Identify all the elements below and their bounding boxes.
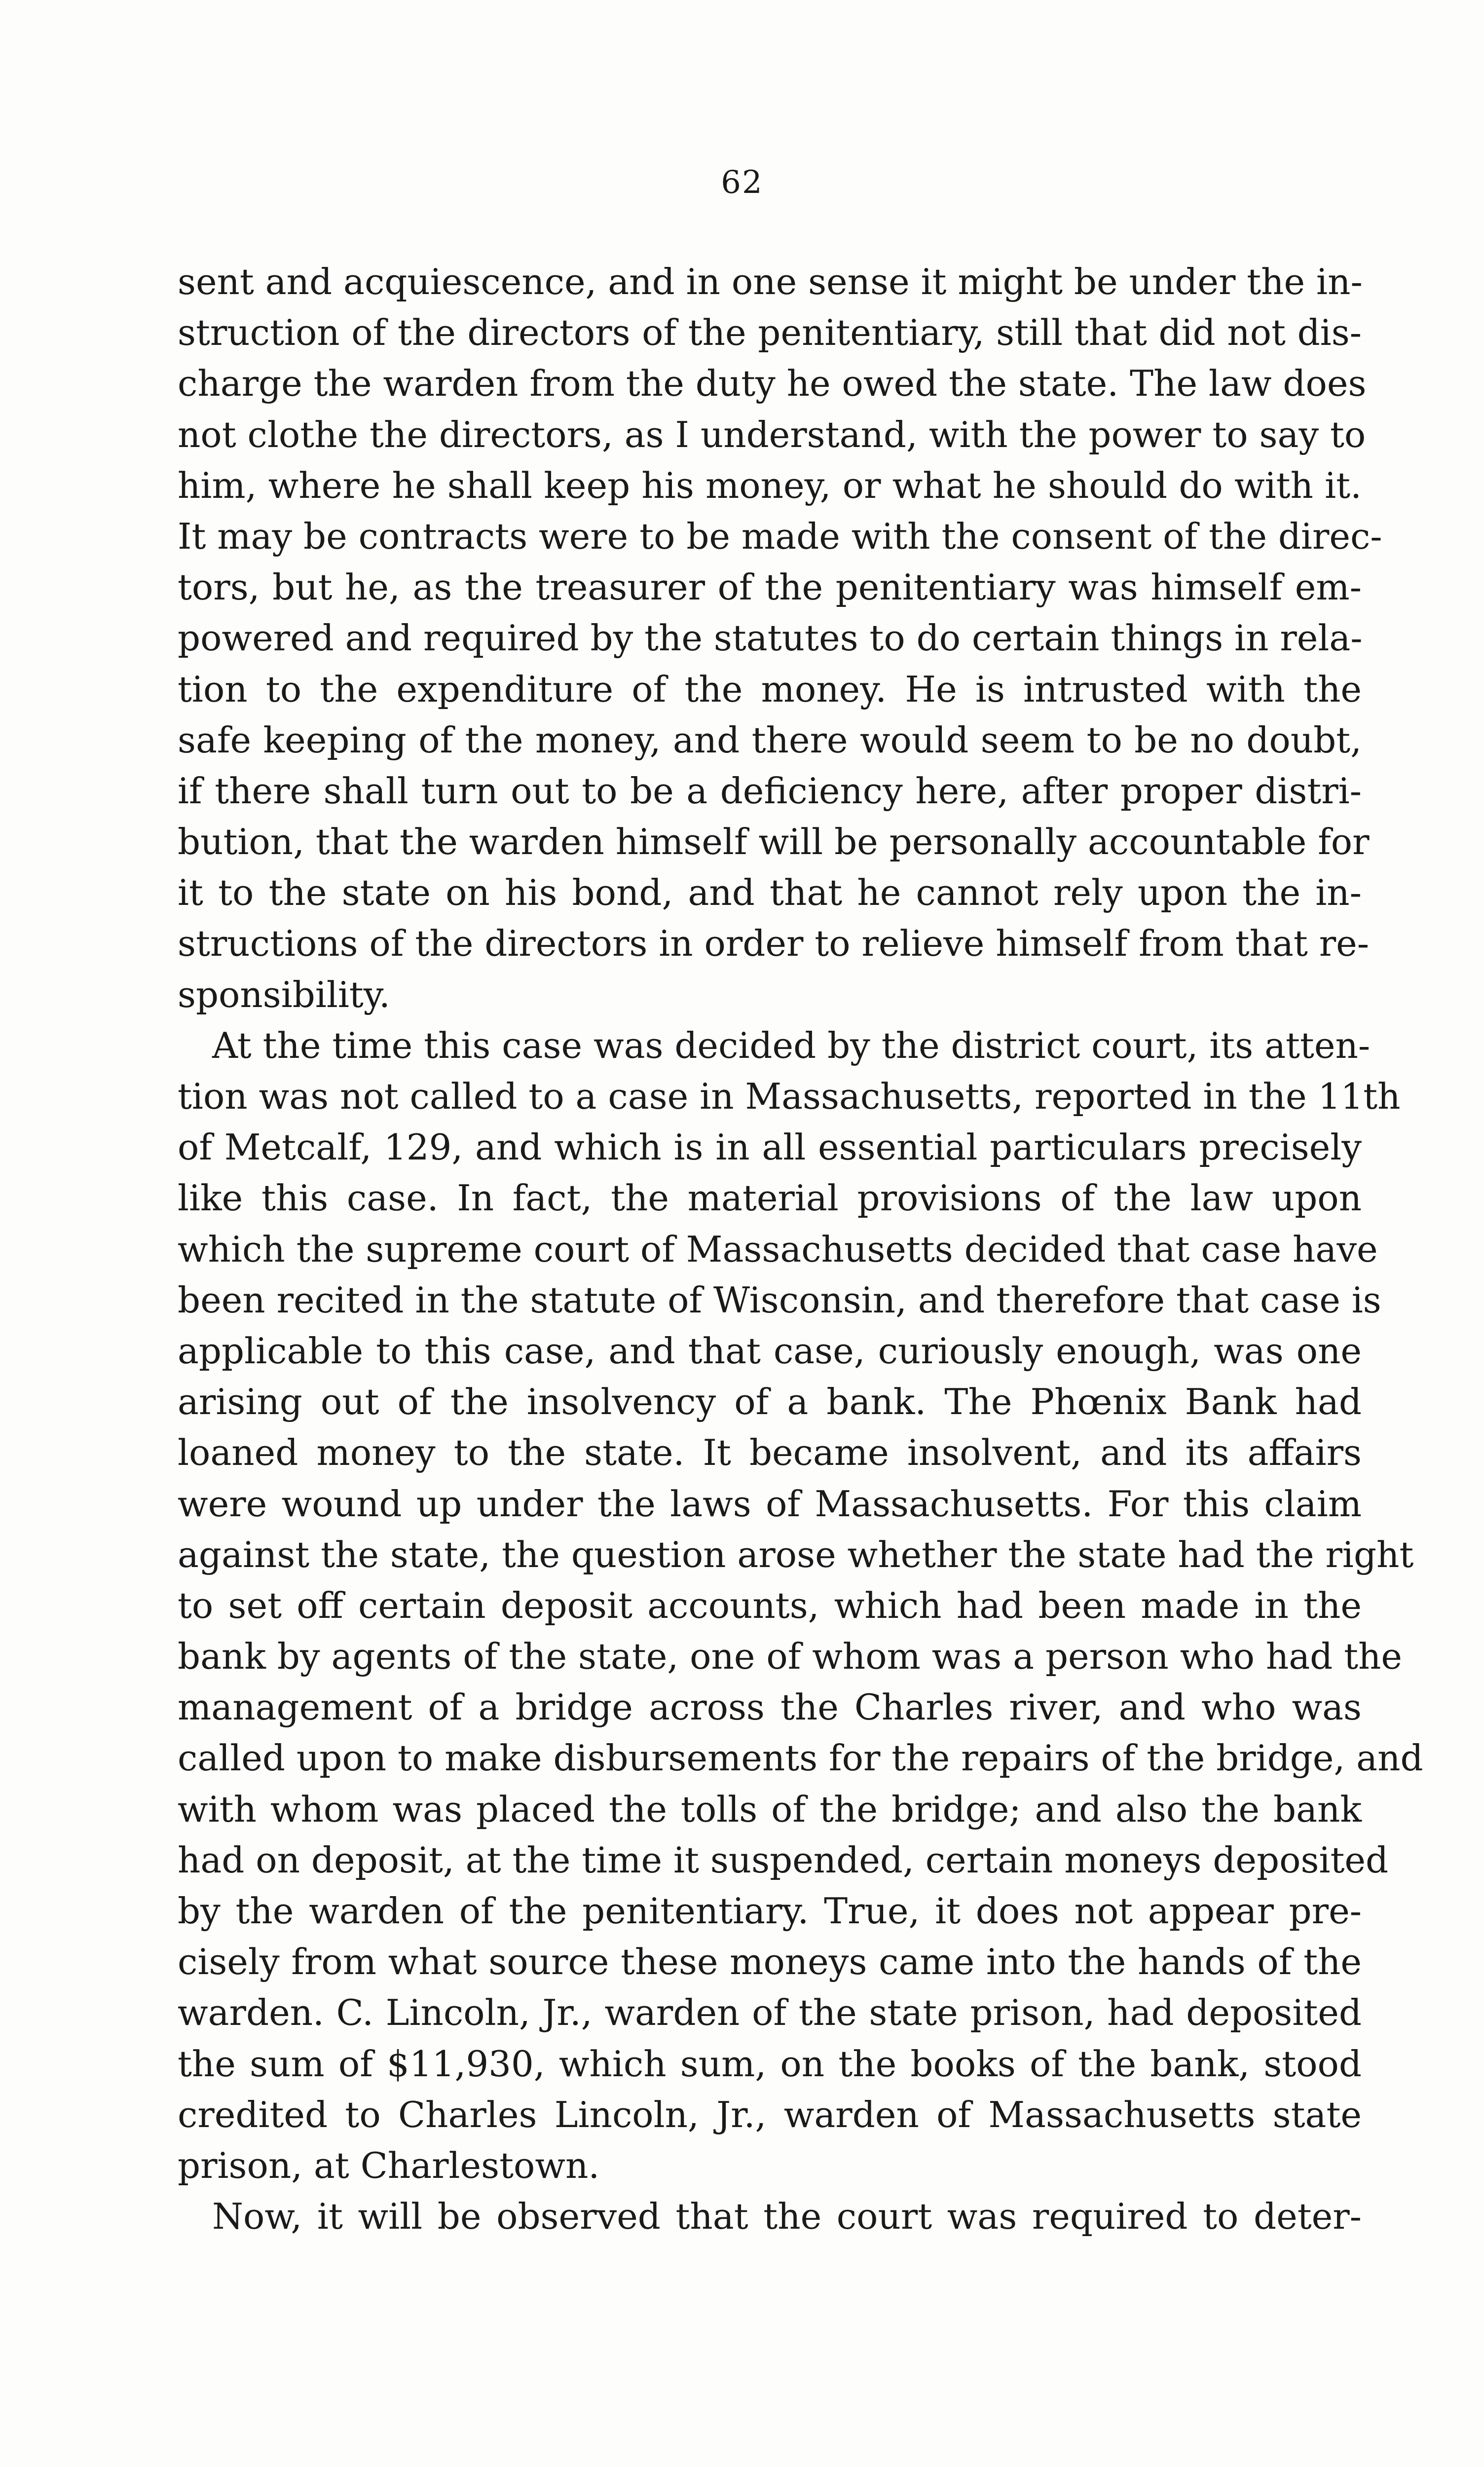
text-line: warden. C. Lincoln, Jr., warden of the state prison, had deposited bbox=[178, 1992, 1362, 2034]
paragraph bbox=[178, 1020, 1423, 2191]
text-line: prison, at Charlestown. bbox=[178, 2144, 600, 2186]
text-line: Now, it will be observed that the court was required to deter- bbox=[212, 2196, 1362, 2238]
body-text bbox=[178, 257, 1423, 2242]
text-line: bution, that the warden himself will be personally accountable for bbox=[178, 821, 1370, 863]
text-line: credited to Charles Lincoln, Jr., warden of Massachusetts state bbox=[178, 2093, 1362, 2135]
text-line: sponsibility. bbox=[178, 973, 390, 1015]
page-number: 62 bbox=[721, 164, 763, 201]
text-line: tion to the expenditure of the money. He is intrusted with the bbox=[178, 668, 1362, 710]
text-line: safe keeping of the money, and there would seem to be no doubt, bbox=[178, 719, 1362, 761]
text-line: At the time this case was decided by the district court, its atten- bbox=[212, 1024, 1371, 1066]
paragraph bbox=[178, 257, 1382, 1020]
text-line: struction of the directors of the penitentiary, still that did not dis- bbox=[178, 312, 1362, 354]
text-line: It may be contracts were to be made with the consent of the direc- bbox=[178, 515, 1382, 557]
text-line: charge the warden from the duty he owed the state. The law does bbox=[178, 363, 1367, 405]
text-line: tion was not called to a case in Massachusetts, reported in the 11th bbox=[178, 1076, 1401, 1117]
text-line: of Metcalf, 129, and which is in all essential particulars precisely bbox=[178, 1126, 1362, 1168]
text-line: applicable to this case, and that case, curiously enough, was one bbox=[178, 1330, 1362, 1372]
text-line: not clothe the directors, as I understand, with the power to say to bbox=[178, 413, 1366, 455]
text-line: cisely from what source these moneys came into the hands of the bbox=[178, 1941, 1362, 1983]
text-line: if there shall turn out to be a deficiency here, after proper distri- bbox=[178, 770, 1362, 812]
text-line: loaned money to the state. It became insolvent, and its affairs bbox=[178, 1432, 1362, 1474]
text-line: been recited in the statute of Wisconsin, and therefore that case is bbox=[178, 1279, 1381, 1321]
text-line: it to the state on his bond, and that he cannot rely upon the in- bbox=[178, 872, 1362, 914]
text-line: the sum of $11,930, which sum, on the books of the bank, stood bbox=[178, 2043, 1362, 2085]
text-line: with whom was placed the tolls of the bridge; and also the bank bbox=[178, 1788, 1362, 1830]
text-line: management of a bridge across the Charles river, and who was bbox=[178, 1686, 1362, 1728]
text-line: bank by agents of the state, one of whom was a person who had the bbox=[178, 1636, 1403, 1678]
text-line: powered and required by the statutes to do certain things in rela- bbox=[178, 617, 1363, 659]
text-line: had on deposit, at the time it suspended, certain moneys deposited bbox=[178, 1839, 1389, 1881]
text-line: by the warden of the penitentiary. True, it does not appear pre- bbox=[178, 1890, 1362, 1932]
text-line: him, where he shall keep his money, or what he should do with it. bbox=[178, 464, 1362, 506]
paragraph bbox=[178, 2191, 1362, 2242]
text-line: structions of the directors in order to relieve himself from that re- bbox=[178, 923, 1370, 965]
text-line: tors, but he, as the treasurer of the penitentiary was himself em- bbox=[178, 566, 1362, 608]
text-line: to set off certain deposit accounts, which had been made in the bbox=[178, 1584, 1362, 1626]
text-line: called upon to make disbursements for the repairs of the bridge, and bbox=[178, 1737, 1423, 1779]
text-line: against the state, the question arose whether the state had the right bbox=[178, 1533, 1414, 1575]
text-line: sent and acquiescence, and in one sense it might be under the in- bbox=[178, 261, 1363, 302]
text-line: like this case. In fact, the material provisions of the law upon bbox=[178, 1177, 1362, 1219]
text-line: were wound up under the laws of Massachusetts. For this claim bbox=[178, 1483, 1362, 1525]
text-line: arising out of the insolvency of a bank. The Phœnix Bank had bbox=[178, 1381, 1362, 1423]
text-line: which the supreme court of Massachusetts decided that case have bbox=[178, 1228, 1378, 1270]
